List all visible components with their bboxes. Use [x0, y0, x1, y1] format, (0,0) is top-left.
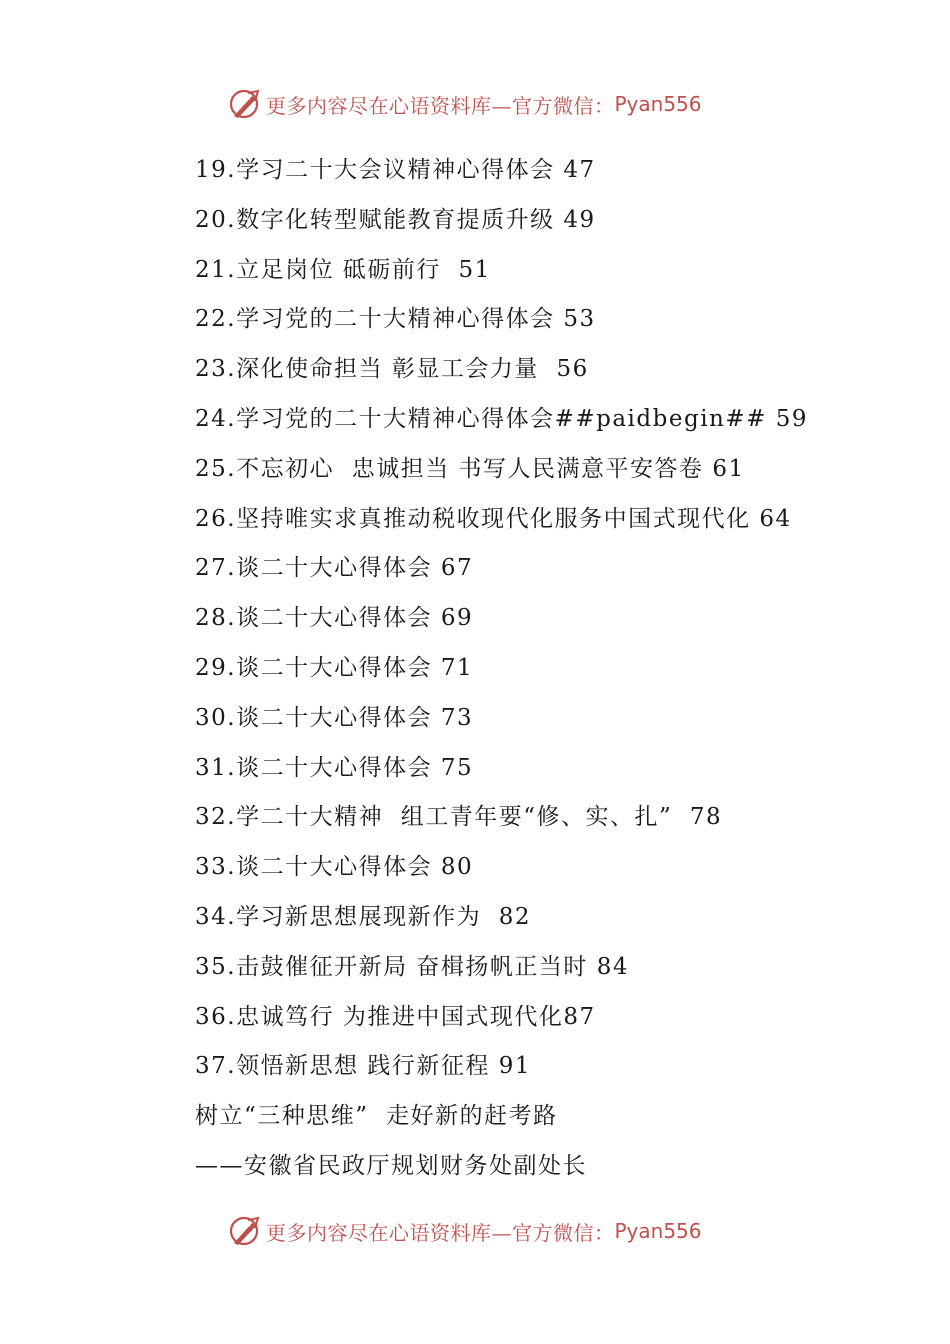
toc-entry[interactable]: 34.学习新思想展现新作为 82 [195, 903, 531, 930]
toc-entry[interactable]: 24.学习党的二十大精神心得体会##paidbegin## 59 [195, 405, 808, 432]
toc-entry[interactable]: 25.不忘初心 忠诚担当 书写人民满意平安答卷 61 [195, 455, 745, 482]
article-title: 树立“三种思维” 走好新的赶考路 [195, 1103, 558, 1129]
toc-entry[interactable]: 36.忠诚笃行 为推进中国式现代化87 [195, 1003, 596, 1030]
toc-entry[interactable]: 26.坚持唯实求真推动税收现代化服务中国式现代化 64 [195, 505, 792, 532]
article-heading [195, 1092, 855, 1192]
banner-text: 更多内容尽在心语资料库—官方微信： [266, 1220, 615, 1245]
toc-entry[interactable]: 27.谈二十大心得体会 67 [195, 555, 474, 582]
banner-text: 更多内容尽在心语资料库—官方微信： [266, 93, 615, 118]
toc-entry[interactable]: 20.数字化转型赋能教育提质升级 49 [195, 206, 596, 233]
toc-entry[interactable]: 37.领悟新思想 践行新征程 91 [195, 1053, 531, 1080]
pen-logo-icon [228, 87, 262, 121]
toc-entry[interactable]: 32.学二十大精神 组工青年要“修、实、扎” 78 [195, 804, 723, 831]
footer-banner [228, 1211, 702, 1251]
toc-entry[interactable]: 22.学习党的二十大精神心得体会 53 [195, 306, 596, 333]
toc-entry[interactable]: 33.谈二十大心得体会 80 [195, 854, 474, 881]
table-of-contents [195, 146, 855, 1092]
article-subtitle: ——安徽省民政厅规划财务处副处长 [195, 1152, 587, 1179]
toc-entry[interactable]: 23.深化使命担当 彰显工会力量 56 [195, 356, 589, 383]
toc-entry[interactable]: 28.谈二十大心得体会 69 [195, 605, 474, 632]
toc-entry[interactable]: 35.击鼓催征开新局 奋楫扬帆正当时 84 [195, 953, 629, 980]
banner-wechat-id: Pyan556 [614, 92, 702, 116]
toc-entry[interactable]: 30.谈二十大心得体会 73 [195, 704, 474, 731]
banner-wechat-id: Pyan556 [614, 1219, 702, 1243]
toc-entry[interactable]: 19.学习二十大会议精神心得体会 47 [195, 157, 596, 183]
toc-entry[interactable]: 29.谈二十大心得体会 71 [195, 654, 474, 681]
toc-entry[interactable]: 21.立足岗位 砥砺前行 51 [195, 256, 491, 283]
header-banner [228, 84, 702, 124]
toc-entry[interactable]: 31.谈二十大心得体会 75 [195, 754, 474, 781]
pen-logo-icon [228, 1214, 262, 1248]
